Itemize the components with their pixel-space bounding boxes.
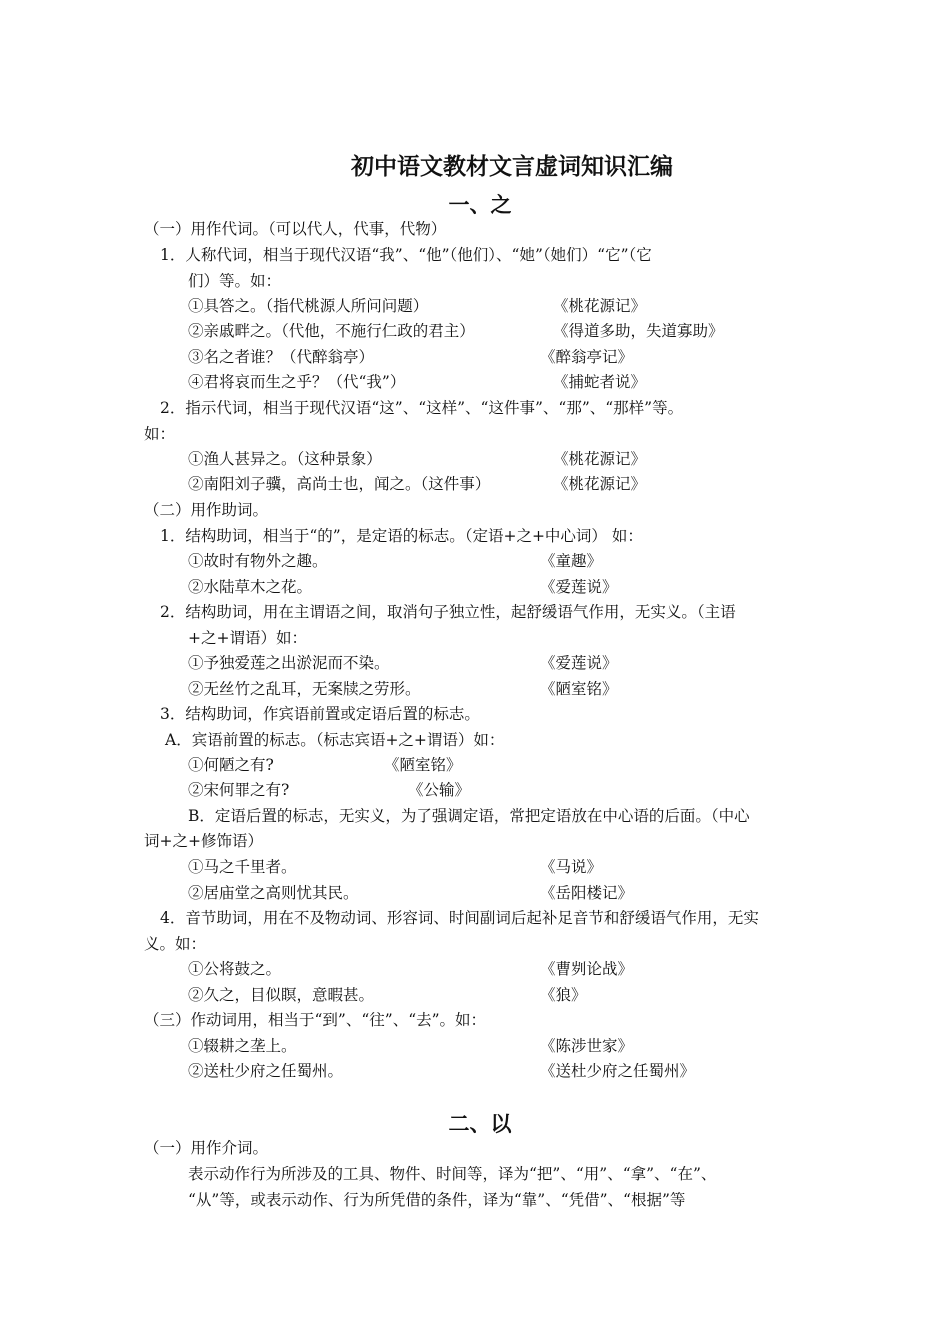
paragraph: 义。如： [144,935,207,953]
paragraph: A．宾语前置的标志。（标志宾语+之+谓语）如： [165,731,505,749]
example-source: 《陋室铭》 [384,756,462,774]
example-line [188,550,603,572]
example-text: ②久之，目似瞑，意暇甚。 [188,986,375,1004]
paragraph: 1．结构助词，相当于“的”，是定语的标志。（定语+之+中心词） 如： [160,527,643,545]
example-source: 《醉翁亭记》 [540,348,634,366]
example-text: ①何陋之有? [188,756,274,774]
sub-heading: （三）作动词用，相当于“到”、“往”、“去”。如： [144,1011,487,1029]
example-text: ②水陆草木之花。 [188,578,313,596]
paragraph: 们）等。如： [188,272,282,290]
example-line [188,779,471,801]
example-line [188,652,618,674]
sub-heading: （一）用作代词。（可以代人，代事，代物） [144,220,447,238]
example-line [188,958,634,980]
example-source: 《爱莲说》 [540,654,618,672]
example-line [188,882,634,904]
paragraph: 2．结构助词，用在主谓语之间，取消句子独立性，起舒缓语气作用，无实义。（主语 [160,603,736,621]
example-line [188,371,647,393]
example-source: 《捕蛇者说》 [553,373,647,391]
example-line [188,678,618,700]
paragraph: 表示动作行为所涉及的工具、物件、时间等，译为“把”、“用”、“拿”、“在”、 [188,1165,717,1183]
example-text: ①具答之。（指代桃源人所问问题） [188,297,429,315]
section-heading-zhi: 一、之 [448,193,512,217]
example-text: ②送杜少府之任蜀州。 [188,1062,344,1080]
section-heading-yi: 二、以 [448,1112,512,1136]
example-source: 《爱莲说》 [540,578,618,596]
example-line [188,576,618,598]
sub-heading: （一）用作介词。 [144,1139,269,1157]
paragraph: 4．音节助词，用在不及物动词、形容词、时间副词后起补足音节和舒缓语气作用，无实 [160,909,759,927]
example-source: 《陈涉世家》 [540,1037,634,1055]
example-text: ①辍耕之垄上。 [188,1037,297,1055]
example-text: ①公将鼓之。 [188,960,282,978]
paragraph: 3．结构助词，作宾语前置或定语后置的标志。 [160,705,480,723]
example-text: ②居庙堂之高则忧其民。 [188,884,359,902]
example-text: ①予独爱莲之出淤泥而不染。 [188,654,390,672]
example-source: 《得道多助，失道寡助》 [553,322,724,340]
example-source: 《桃花源记》 [553,475,647,493]
page-title: 初中语文教材文言虚词知识汇编 [351,154,673,180]
example-source: 《桃花源记》 [553,450,647,468]
example-text: ②宋何罪之有? [188,781,290,799]
example-text: ③名之者谁？（代醉翁亭） [188,348,375,366]
paragraph: 如： [144,425,176,443]
example-line [188,984,587,1006]
example-line [188,856,603,878]
paragraph: 2．指示代词，相当于现代汉语“这”、“这样”、“这件事”、“那”、“那样”等。 [160,399,684,417]
example-source: 《公输》 [408,781,471,799]
example-source: 《陋室铭》 [540,680,618,698]
example-line [188,346,634,368]
paragraph: 1．人称代词，相当于现代汉语“我”、“他”（他们）、“她”（她们）“它”（它 [160,246,652,264]
example-source: 《桃花源记》 [553,297,647,315]
example-line [188,754,462,776]
example-line [188,473,647,495]
example-line [188,448,647,470]
sub-heading: （二）用作助词。 [144,501,269,519]
example-source: 《送杜少府之任蜀州》 [540,1062,696,1080]
paragraph: “从”等，或表示动作、行为所凭借的条件，译为“靠”、“凭借”、“根据”等 [188,1191,686,1209]
example-line [188,1060,696,1082]
paragraph: +之+谓语）如： [188,629,307,647]
example-source: 《岳阳楼记》 [540,884,634,902]
paragraph: B．定语后置的标志，无实义，为了强调定语，常把定语放在中心语的后面。（中心 [188,807,750,825]
example-source: 《马说》 [540,858,603,876]
example-text: ②南阳刘子骥，高尚士也，闻之。（这件事） [188,475,491,493]
example-text: ②亲戚畔之。（代他，不施行仁政的君主） [188,322,475,340]
example-text: ①故时有物外之趣。 [188,552,328,570]
example-line [188,320,724,342]
example-text: ②无丝竹之乱耳，无案牍之劳形。 [188,680,421,698]
example-text: ①马之千里者。 [188,858,297,876]
example-text: ①渔人甚异之。（这种景象） [188,450,382,468]
example-line [188,1035,634,1057]
example-source: 《童趣》 [540,552,603,570]
paragraph: 词+之+修饰语） [144,832,263,850]
example-text: ④君将哀而生之乎？（代“我”） [188,373,406,391]
example-source: 《狼》 [540,986,587,1004]
example-line [188,295,647,317]
example-source: 《曹刿论战》 [540,960,634,978]
